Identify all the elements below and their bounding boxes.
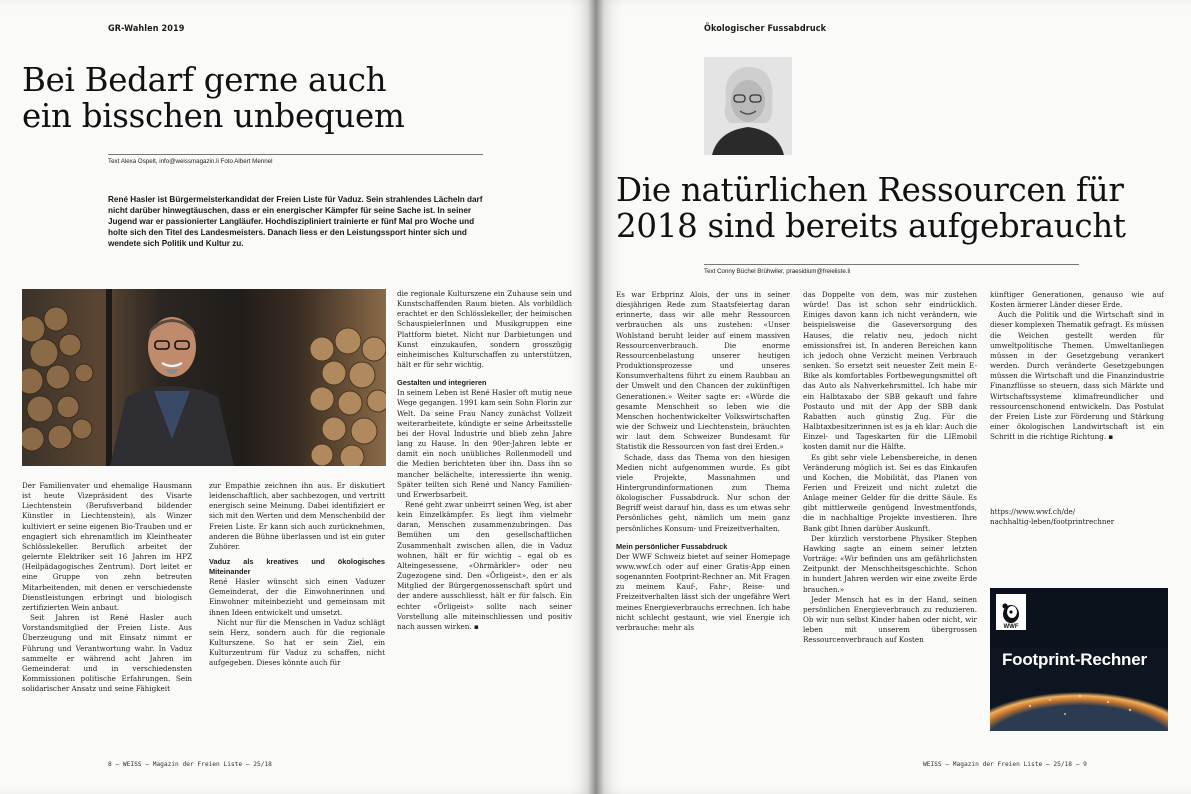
paragraph: zur Empathie zeichnen ihn aus. Er diskutiert leidenschaftlich, aber sachbezogen, und vertritt energisch seine Meinung. Dabei identifiziert er sich mit den Werten und dem Menschenbild der Freien Liste. Er kann sich auch zurücknehmen, anderen die Bühne überlassen und ist ein guter Zuhörer. [209, 481, 385, 551]
article-column-2 [803, 290, 977, 750]
link-footprint[interactable]: nachhaltig-leben/footprintrechner [990, 517, 1115, 527]
footprint-calculator-title: Footprint-Rechner [1002, 650, 1147, 669]
article-headline [616, 172, 1126, 244]
wwf-footprint-ad [990, 588, 1168, 731]
article-column-1 [22, 481, 192, 753]
paragraph: Der kürzlich verstorbene Physiker Stephen Hawking sagte an einem seiner letzten Vorträge: «Wir befinden uns am gefährlichsten Zeitpunkt der Menschheitsgeschichte. Schon in hundert Jahren werden wir eine zweite Erde brauchen.» [803, 533, 977, 594]
paragraph: In seinem Leben ist René Hasler oft mutig neue Wege gegangen. 1991 kam sein Sohn Florin zur Welt. Da seine Frau Nancy zunächst Vollzeit weiterarbeitete, kündigte er seine Arbeitsstelle bei der Hoval Industrie und blieb zehn Jahre lang zu Hause. In den 90er-Jahren lebte er damit ein noch unübliches Rollenmodell und die Medien berichteten über ihn. Dass ihn so mancher belächelte, interessierte ihn wenig. Später teilten sich René und Nancy Familien- und Erwerbsarbeit. [397, 388, 572, 499]
panda-icon [1000, 602, 1022, 624]
section-label: GR-Wahlen 2019 [108, 24, 185, 34]
portrait-illustration [704, 57, 792, 155]
portrait-photo-author [704, 57, 792, 155]
headline-line: Bei Bedarf gerne auch [22, 61, 387, 99]
paragraph: Nicht nur für die Menschen in Vaduz schlägt sein Herz, sondern auch für die regionale Kulturszene. So hat er sein Ziel, ein Kulturzentrum für Vaduz zu schaffen, nicht aufgegeben. Dieses könnte auch für [209, 617, 385, 668]
article-headline [22, 62, 404, 134]
paragraph: Seit Jahren ist René Hasler auch Vorstandsmitglied der Freien Liste. Aus Überzeugung und mit Einsatz nimmt er Führung und Verantwortung wahr. In Vaduz sammelte er während acht Jahren im Gemeinderat und in verschiedensten Kommissionen politische Erfahrungen. Sein solidarischer Ansatz und seine Fähigkeit [22, 613, 192, 694]
subheading: Mein persönlicher Fussabdruck [616, 541, 728, 551]
article-column-3 [397, 289, 572, 751]
web-links [990, 507, 1164, 531]
article-column-3 [990, 290, 1164, 510]
headline-line: ein bisschen unbequem [22, 97, 405, 135]
divider [704, 264, 1079, 265]
headline-line: Die natürlichen Ressourcen für [616, 171, 1124, 209]
paragraph: Der Familienvater und ehemalige Hausmann ist heute Vizepräsident des Visarte Liechtenstein (Berufsverband bildender Künstler in Liechtenstein), als Winzer kultiviert er seine eigenen Bio-Trauben und er engagiert sich ehrenamtlich im Kleintheater Schlösslekeller. Beruflich arbeitet der gelernte Elektriker seit 16 Jahren im HPZ (Heilpädagogisches Zentrum). Dort leitet er eine Gruppe von zehn betreuten Mitarbeitenden, mit denen er verschiedenste Dienstleistungen erbringt und biologisch zertifizierten Wein anbaut. [22, 481, 192, 612]
headline-line: 2018 sind bereits aufgebraucht [616, 207, 1126, 245]
link-wwf[interactable]: https://www.wwf.ch/de/ [990, 507, 1076, 516]
author-credit: Text Conny Büchel Brühwiler, praesidium@freieliste.li [704, 268, 851, 275]
photo-illustration [22, 289, 386, 466]
paragraph: das Doppelte von dem, was mir zustehen würde! Das ist schon sehr eindrücklich. Einiges davon kann ich nicht verändern, wie beispielsweise die Gaseversorgung des Hauses, die relativ neu, jedoch nicht emissionsfrei ist. In anderen Bereichen kann ich jedoch ohne Verzicht meinen Verbrauch senken. So ersetzt seit neuester Zeit mein E-Bike als komfortables Fortbewegungsmittel oft das Auto als Nahverkehrsmittel. Ich habe mir ein Halbtaxabo der SBB gekauft und fahre Postauto und mit der App der SBB dank Rabatten auch günstig Zug. Für die Halbtaxbesitzerinnen ist es ja eh klar: Auch die Einzel- und Tageskarten für die LIEmobil kosten damit nur die Hälfte. [803, 290, 977, 452]
wwf-logo [996, 594, 1026, 630]
page-footer: 8 – WEISS – Magazin der Freien Liste – 25/18 [108, 761, 272, 768]
article-column-1 [616, 290, 790, 750]
paragraph: René geht zwar unbeirrt seinen Weg, ist aber kein Einzelkämpfer. Es liegt ihm vielmehr daran, Menschen zusammenzubringen. Das Bemühen um den gesellschaftlichen Zusammenhalt zwischen allen, die in Vaduz wohnen, hält er für wichtig – egal ob es Alteingesessene, «Ohrmärkler» oder neu Zugezogene sind. Den «Örligeist», den er als Mitglied der Bürgergenossenschaft spürt und der andere ausschliesst, hält er für falsch. Ein echter «Örligeist» sollte nach seiner Vorstellung alle miteinschliessen und positiv nach aussen wirken. ▪ [397, 499, 572, 631]
paragraph: Der WWF Schweiz bietet auf seiner Homepage www.wwf.ch oder auf einer Gratis-App einen sogenannten Footprint-Rechner an. Mit Fragen zu meinem Kauf-, Fahr-, Reise- und Freizeitverhalten lässt sich der ungefähre Wert meines Energieverbrauchs errechnen. Ich habe nicht schlecht gestaunt, wie viel Energie ich verbrauche: mehr als [616, 551, 790, 632]
paragraph: Jeder Mensch hat es in der Hand, seinen persönlichen Energieverbrauch zu reduzieren. Ob wir nun selbst Kinder haben oder nicht, wir leben mit unserem übergrossen Ressourcenverbrauch auf Kosten [803, 594, 977, 645]
article-lead: René Hasler ist Bürgermeisterkandidat der Freien Liste für Vaduz. Sein strahlendes Lächeln darf nicht darüber hinwegtäuschen, dass er ein energischer Kämpfer für seine Sache ist. In seiner Jugend war er passionierter Langläufer. Hochdiszipliniert trainierte er fünf Mal pro Woche und holte sich den Titel des Landesmeisters. Danach liess er den Leistungssport hinter sich und wendete sich Politik und Kultur zu. [108, 195, 483, 249]
wwf-logo-text: WWF [1003, 624, 1019, 630]
right-page [596, 0, 1191, 794]
section-label: Ökologischer Fussabdruck [704, 24, 827, 34]
paragraph: die regionale Kulturszene ein Zuhause sein und Kunstschaffenden Raum bieten. Als vorbildlich erachtet er den Schlösslekeller, der heimischen SchauspielerInnen und Musikgruppen eine Plattform bietet. Nicht nur Darbietungen und Kunst einzukaufen, sondern grosszügig einheimisches Kulturschaffen zu unterstützen, hält er für sehr wichtig. [397, 289, 572, 370]
subheading: Vaduz als kreatives und ökologisches Miteinander [209, 557, 385, 577]
paragraph: künftiger Generationen, genauso wie auf Kosten ärmerer Länder dieser Erde. [990, 290, 1164, 310]
divider [108, 154, 483, 155]
paragraph: Schade, dass das Thema von den hiesigen Medien nicht aufgenommen wurde. Es gibt viele Projekte, Massnahmen und Hintergrundinformationen zum Thema ökologischer Fussabdruck. Nur schon der Begriff weist darauf hin, dass es um etwas sehr Persönliches geht, nämlich um mein ganz persönliches Konsum- und Freizeitverhalten. [616, 452, 790, 533]
paragraph: Es war Erbprinz Alois, der uns in seiner diesjährigen Rede zum Staatsfeiertag daran erinnerte, dass wir alle mehr Ressourcen verbrauchen als uns zustehen: «Unser Wohlstand beruht leider auf einem massiven Ressourcenverbrauch. Die enorme Ressourcenbelastung unserer heutigen Produktionsprozesse und unseres Konsumverhaltens führt zu einem Raubbau an der Umwelt und den Chancen der zukünftigen Generationen.» Weiter sagte er: «Würde die gesamte Menschheit so leben wie die Menschen hochentwickelter Volkswirtschaften wie der Schweiz und Liechtenstein, bräuchten wir laut dem Schweizer Bundesamt für Statistik die Ressourcen von fast drei Erden.» [616, 290, 790, 452]
author-credit: Text Alexa Ospelt, info@weissmagazin.li Foto Albert Mennel [108, 158, 273, 165]
paragraph: René Hasler wünscht sich einen Vaduzer Gemeinderat, der die Einwohnerinnen und Einwohner miteinbezieht und gemeinsam mit ihnen Ideen entwickelt und umsetzt. [209, 577, 385, 617]
subheading: Gestalten und integrieren [397, 378, 487, 388]
paragraph: Auch die Politik und die Wirtschaft sind in dieser komplexen Thematik gefragt. Es müssen die Weichen gestellt werden für umweltpolitische Themen. Umweltanliegen müssen in der Gesetzgebung verankert werden. Durch veränderte Gesetzgebungen müssen die Wirtschaft und die Finanzindustrie Finanzflüsse so steuern, dass sich Märkte und Wirtschaftssysteme klimafreundlicher und ressourcenschonend entwickeln. Das Postulat der Freien Liste zur Förderung und Stärkung einer ökologischen Landwirtschaft ist ein Schritt in die richtige Richtung. ▪ [990, 310, 1164, 442]
portrait-photo-rene-hasler [22, 289, 386, 466]
article-column-2 [209, 481, 385, 753]
page-footer: WEISS – Magazin der Freien Liste – 25/18 – 9 [923, 761, 1087, 768]
spine-gutter [588, 0, 604, 794]
paragraph: Es gibt sehr viele Lebensbereiche, in denen Veränderung möglich ist. Sei es das Einkaufen und Kochen, die Mobilität, das Planen von Ferien und Freizeit und nicht zuletzt die Anlage meiner Gelder für die dritte Säule. Es gibt mittlerweile genügend Investmentfonds, die in nachhaltige Projekte investieren. Ihre Bank gibt Ihnen darüber Auskunft. [803, 452, 977, 533]
